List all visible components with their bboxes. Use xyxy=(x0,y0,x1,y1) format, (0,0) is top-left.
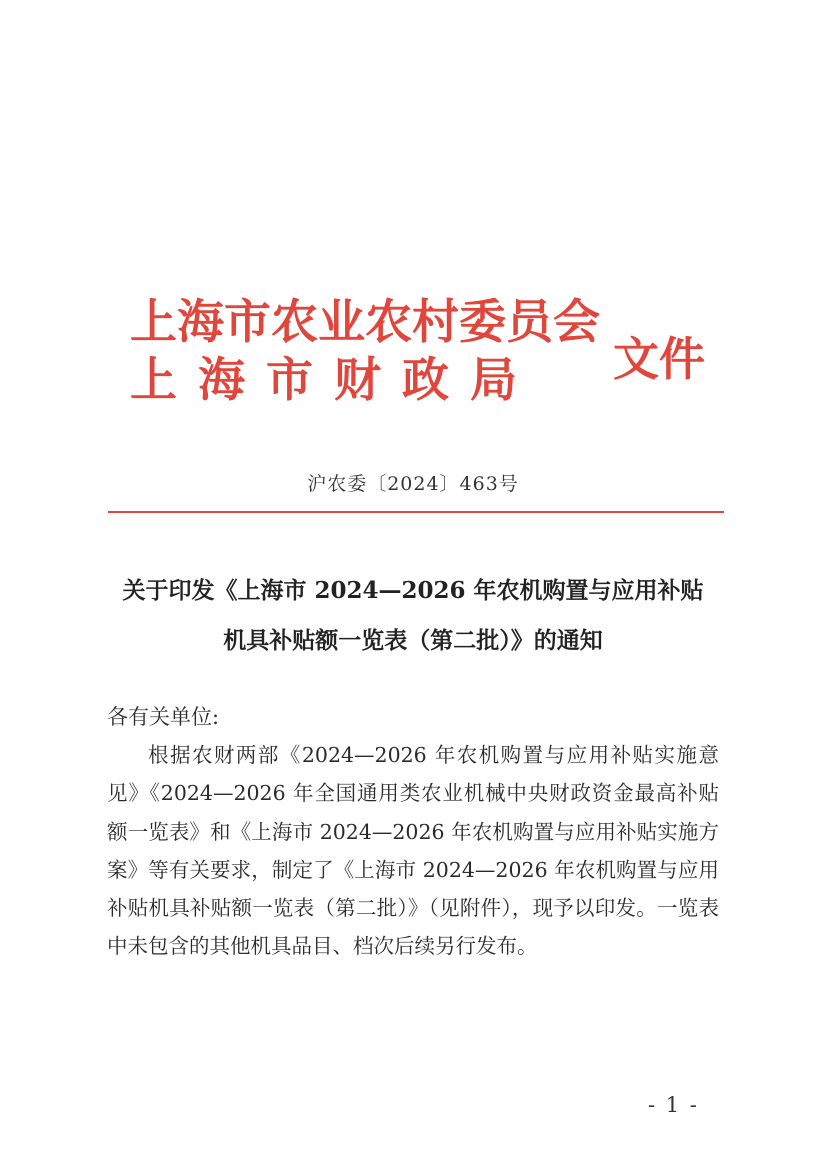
red-divider-line xyxy=(108,511,724,513)
issuing-authority-header xyxy=(130,285,730,415)
issuing-org-finance-bureau: 上海市财政局 xyxy=(130,353,538,408)
body-paragraph: 根据农财两部《2024—2026 年农机购置与应用补贴实施意见》《2024—2026 年全国通用类农业机械中央财政资金最高补贴额一览表》和《上海市 2024—2026 年农机购置与应用补贴实施方案》等有关要求，制定了《上海市 2024—2026 年农机购置与应用补贴机具补贴额一览表（第二批）》（见附件），现予以印发。一览表中未包含的其他机具品目、档次后续另行发布。 xyxy=(107,743,719,959)
document-title-line-2: 机具补贴额一览表（第二批）》的通知 xyxy=(223,627,603,654)
salutation: 各有关单位: xyxy=(107,705,220,729)
issuing-org-agriculture-committee: 上海市农业农村委员会 xyxy=(130,295,600,350)
document-number: 沪农委〔2024〕463号 xyxy=(307,473,519,495)
document-title-line-1: 关于印发《上海市 2024—2026 年农机购置与应用补贴 xyxy=(122,577,704,604)
document-type-label: 文件 xyxy=(613,332,705,386)
page-number: - 1 - xyxy=(648,1093,699,1117)
